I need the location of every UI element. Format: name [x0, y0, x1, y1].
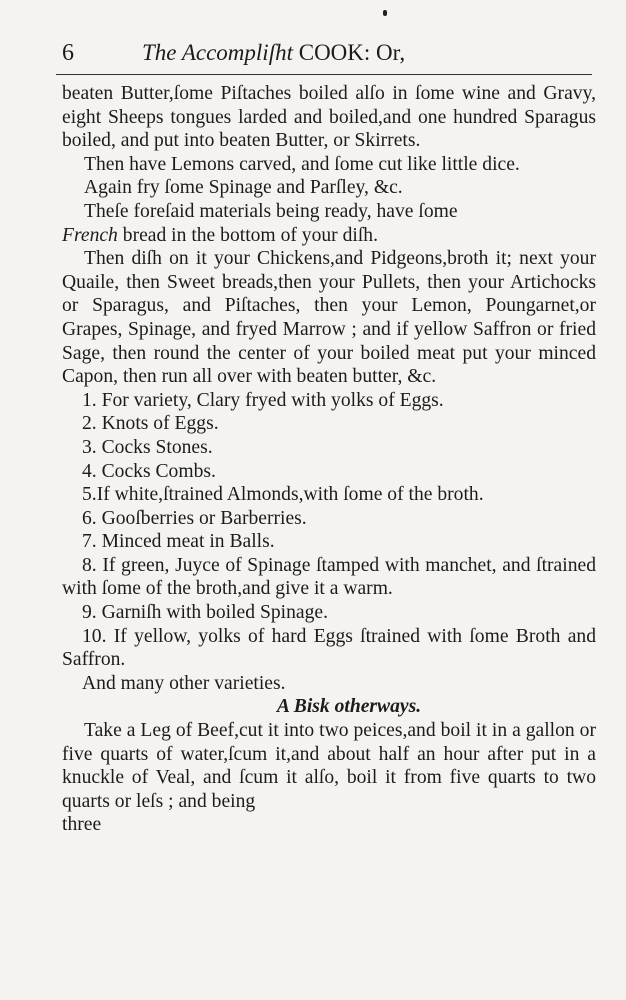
section-heading: A Bisk otherways.	[276, 696, 422, 718]
page-number: 6	[62, 40, 74, 66]
header-rule	[56, 74, 592, 75]
list-item: 9. Garniſh with boiled Spinage.	[82, 602, 328, 624]
paragraph	[62, 224, 596, 248]
paragraph: Take a Leg of Beef,cut it into two peices,and boil it in a gallon or five quarts of water,ſcum it,and about half an hour after put in a knuckle of Veal, and ſcum it alſo, boil it from five quarts to two quarts or leſs ; and being	[62, 720, 596, 812]
running-title-italic: The Accompliſht	[142, 40, 293, 65]
list-item: 7. Minced meat in Balls.	[82, 531, 275, 553]
list-item: 5.If white,ſtrained Almonds,with ſome of the broth.	[82, 484, 484, 506]
french-word: French	[62, 224, 118, 246]
list-item: 4. Cocks Combs.	[82, 460, 216, 482]
paragraph: Theſe foreſaid materials being ready, have ſome	[84, 200, 458, 222]
ink-speck	[383, 10, 387, 16]
paragraph: Again fry ſome Spinage and Parſley, &c.	[84, 177, 403, 199]
page-header	[62, 36, 592, 72]
list-item: 1. For variety, Clary fryed with yolks of Eggs.	[82, 389, 444, 411]
list-item: 8. If green, Juyce of Spinage ſtamped with manchet, and ſtrained with ſome of the broth,and give it a warm.	[62, 554, 596, 600]
paragraph-continuation: bread in the bottom of your diſh.	[122, 224, 378, 246]
list-item: 2. Knots of Eggs.	[82, 413, 219, 435]
list-item: 10. If yellow, yolks of hard Eggs ſtrained with ſome Broth and Saffron.	[62, 625, 596, 671]
list-item: And many other varieties.	[82, 672, 286, 694]
paragraph: Then have Lemons carved, and ſome cut like little dice.	[84, 153, 520, 175]
paragraph: beaten Butter,ſome Piſtaches boiled alſo in ſome wine and Gravy, eight Sheeps tongues larded and boiled,and one hundred Sparagus boiled, and put into beaten Butter, or Skirrets.	[62, 83, 596, 152]
running-title	[142, 40, 405, 66]
list-item: 6. Gooſberries or Barberries.	[82, 507, 307, 529]
running-title-rest: COOK: Or,	[298, 40, 406, 65]
catchword: three	[62, 814, 102, 836]
list-item: 3. Cocks Stones.	[82, 436, 213, 458]
paragraph: Then diſh on it your Chickens,and Pidgeons,broth it; next your Quaile, then Sweet breads,then your Pullets, then your Artichocks or Sparagus, and Piſtaches, then your Lemon, Poungarnet,or Grapes, Spinage, and fryed Marrow ; and if yellow Saffron or fried Sage, then round the center of your boiled meat put your minced Capon, then run all over with beaten butter, &c.	[62, 248, 596, 388]
page-body	[62, 82, 596, 837]
